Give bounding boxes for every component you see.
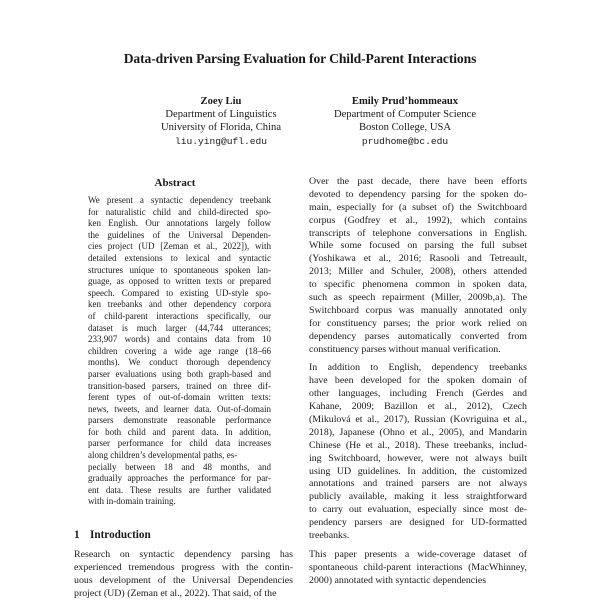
text-line: the guidelines of the Universal Dependen- [88, 229, 271, 240]
text-line: using UD guidelines. In addition, the customized [309, 465, 527, 477]
text-line: Chinese (He et al., 2018). These treebanks, includ- [309, 439, 527, 451]
text-line: to specific phenomena common in spoken data, [309, 279, 527, 291]
text-line: cies project (UD [Zeman et al., 2022]), with [88, 241, 271, 252]
right-column [309, 176, 527, 588]
text-line: ken English. Our annotations largely follow [88, 218, 271, 229]
author-affiliation: Department of Linguistics [165, 109, 277, 121]
text-line: treebanks. [309, 530, 350, 542]
text-line: Kahane, 2009; Bazillon et al., 2012), Czech [309, 401, 527, 413]
author-institution: University of Florida, China [160, 122, 282, 134]
text-line: for naturalistic child and child-directed spo- [88, 206, 271, 217]
text-line: Research on syntactic dependency parsing has [74, 549, 293, 560]
section-title: Introduction [90, 529, 151, 541]
text-line: Switchboard corpus was manually annotated only [309, 304, 527, 316]
text-line: transition-based parsers, trained on three dif- [88, 380, 271, 391]
text-line: such as speech repairment (Miller, 2009b,a). The [309, 292, 527, 304]
text-line: pendency parsers are designed for UD-formatted [309, 517, 527, 529]
text-line: news, tweets, and learner data. Out-of-domain [88, 403, 271, 414]
abstract-body [88, 195, 271, 508]
text-line: parsers demonstrate reasonable performance [88, 415, 271, 426]
text-line: Over the past decade, there have been efforts [309, 176, 527, 187]
text-line: for constituency parses; the prior work relied on [309, 317, 527, 329]
text-line: publicly available, making it less straightforward [309, 491, 527, 503]
text-line: annotations and trained parsers are not always [309, 478, 527, 490]
text-line: with in-domain training. [88, 496, 176, 507]
text-line: have been developed for the spoken domain of [309, 375, 527, 387]
text-line: 2013; Miller and Schuler, 2008), others attended [309, 266, 527, 278]
text-line: constituency parses without manual verification. [309, 343, 501, 355]
text-line: project (UD) (Zeman et al., 2022). That said, of the [74, 587, 277, 599]
text-line: (Yoshikawa et al., 2016; Rasooli and Tetreault, [309, 253, 527, 265]
text-line: spontaneous child-parent interactions (MacWhinney, [309, 561, 527, 573]
paragraph [309, 549, 527, 588]
paragraph [309, 176, 527, 356]
text-line: experienced tremendous progress with the contin- [74, 561, 293, 573]
text-line: 2018), Japanese (Ohno et al., 2005), and Mandarin [309, 426, 527, 438]
text-line: corpus (Godfrey et al., 1992), which contains [309, 214, 527, 226]
section-number: 1 [74, 529, 80, 541]
text-line: In addition to English, dependency treebanks [309, 362, 527, 374]
text-line: other languages, including French (Gerdes and [309, 388, 527, 400]
text-line: dependency parses automatically converted from [309, 330, 527, 342]
paragraph [309, 362, 527, 542]
text-line: ent data. These results are further validated [88, 484, 271, 495]
text-line: uous development of the Universal Dependencies [74, 574, 293, 586]
text-line: parser evaluations using both graph-based and [88, 368, 271, 379]
text-line: 2000) annotated with syntactic dependencies [309, 574, 487, 586]
text-line: This paper presents a wide-coverage dataset of [309, 548, 527, 560]
text-line: to carry out evaluation, especially since most de- [309, 504, 527, 516]
text-line: ken treebanks and other dependency corpora [88, 299, 271, 310]
abstract-heading: Abstract [154, 177, 196, 189]
text-line: devoted to dependency parsing for the spoken do- [309, 188, 527, 200]
text-line: We present a syntactic dependency treebank [88, 195, 271, 205]
text-line: ing Switchboard, however, were not always built [309, 452, 527, 464]
text-line: along children’s developmental paths, es- [88, 450, 238, 461]
author-name: Zoey Liu [200, 96, 242, 107]
text-line: structures unique to spontaneous spoken lan- [88, 264, 271, 275]
text-line: gradually approaches the performance for par- [88, 473, 271, 484]
text-line: While some focused on parsing the full subset [309, 240, 527, 252]
text-line: children covering a wide age range (18–66 [88, 345, 271, 356]
section-heading [74, 529, 151, 541]
text-line: 233,907 words) and contains data from 10 [88, 334, 271, 345]
author-email[interactable]: prudhome@bc.edu [361, 135, 449, 147]
author-email[interactable]: liu.ying@ufl.edu [174, 135, 268, 147]
intro-body [74, 549, 293, 600]
paragraph [74, 549, 293, 600]
text-line: months). We conduct thorough dependency [88, 357, 271, 368]
text-line: main, especially for (a subset of) the Switchboard [309, 201, 527, 213]
text-line: for both child and parent data. In addition, [88, 426, 271, 437]
text-line: pecially between 18 and 48 months, and [88, 461, 271, 472]
text-line: speech. Compared to existing UD-style spo- [88, 287, 271, 298]
text-line: parser performance for child data increases [88, 438, 271, 449]
text-line: dataset is much larger (44,744 utterances; [88, 322, 271, 333]
text-line: ferent types of out-of-domain written texts: [88, 392, 271, 403]
author-affiliation: Department of Computer Science [333, 109, 477, 121]
text-line: (Mikulová et al., 2017), Russian (Kovriguina et al., [309, 414, 527, 426]
author-block [136, 95, 306, 148]
text-line: guage, as opposed to written texts or prepared [88, 276, 271, 287]
author-block [305, 95, 505, 148]
author-institution: Boston College, USA [358, 122, 452, 134]
paper-title: Data-driven Parsing Evaluation for Child-Parent Interactions [123, 51, 477, 66]
author-name: Emily Prud’hommeaux [351, 96, 459, 107]
text-line: transcripts of telephone conversations in English. [309, 227, 527, 239]
text-line: of child-parent interactions specifically, our [88, 310, 271, 321]
text-line: detailed extensions to lexical and syntactic [88, 252, 271, 263]
